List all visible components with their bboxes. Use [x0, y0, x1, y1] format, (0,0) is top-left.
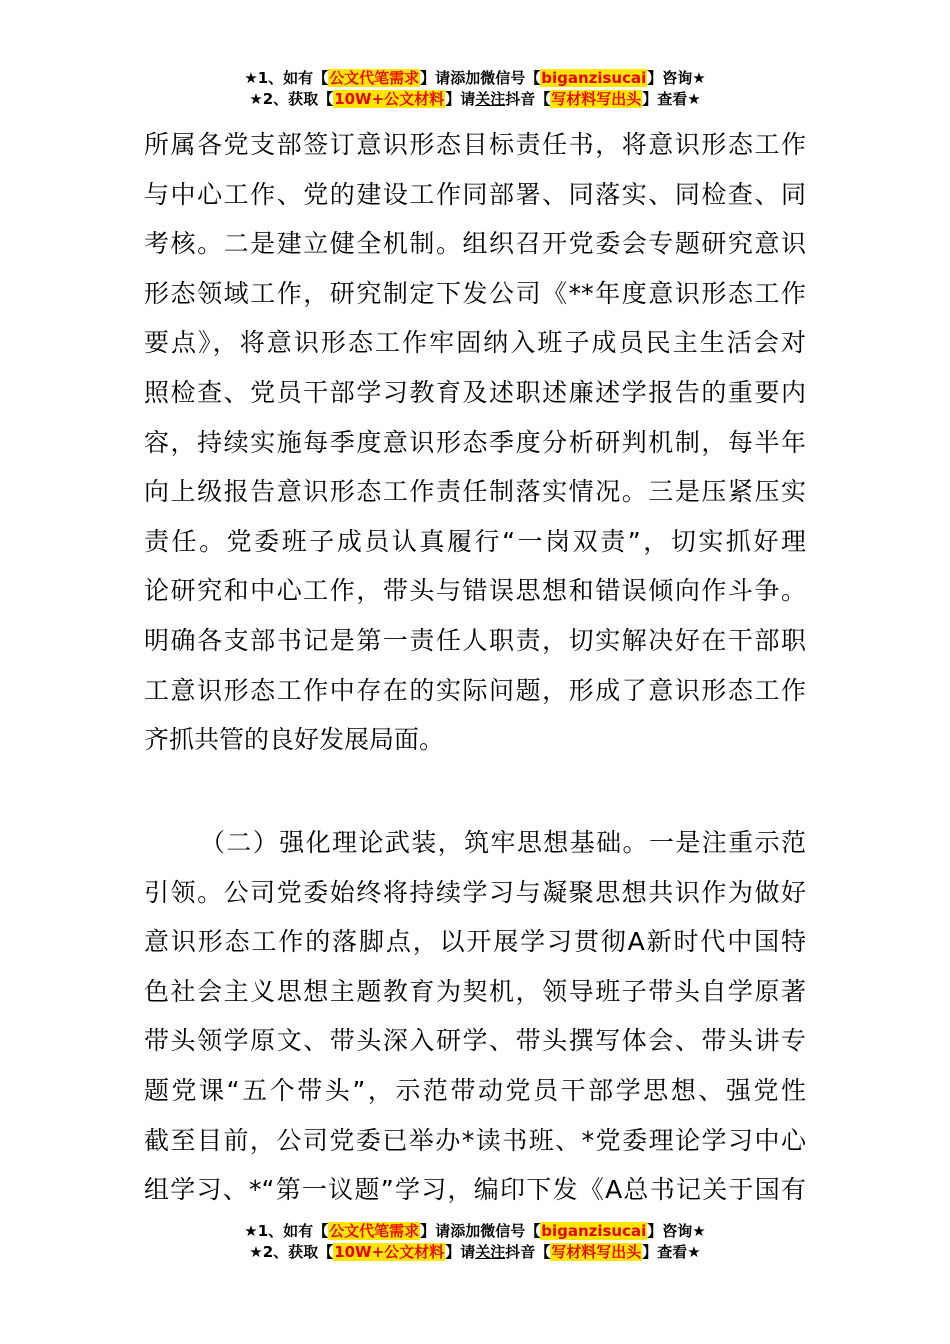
text-line: 组学习、*“第一议题”学习，编印下发《A总书记关于国有 [144, 1175, 806, 1205]
text-line: 向上级报告意识形态工作责任制落实情况。三是压紧压实 [144, 477, 806, 507]
highlight-douyin-account: 写材料写出头 [551, 1243, 642, 1261]
text-line: 容，持续实施每季度意识形态季度分析研判机制，每半年 [144, 427, 806, 457]
highlight-douyin-account: 写材料写出头 [551, 90, 642, 108]
text-line: 明确各支部书记是第一责任人职责，切实解决好在干部职 [144, 625, 806, 655]
highlight-service: 公文代笔需求 [329, 69, 420, 87]
footer-banner [0, 1221, 950, 1263]
text-line: （二）强化理论武装，筑牢思想基础。一是注重示范 [200, 828, 806, 857]
banner-line-2: ★2、获取【10W+公文材料】请关注抖音【写材料写出头】查看★ [249, 90, 701, 108]
text-line: 论研究和中心工作，带头与错误思想和错误倾向作斗争。 [144, 576, 806, 606]
text-line: 考核。二是建立健全机制。组织召开党委会专题研究意识 [144, 229, 806, 259]
text-line: 色社会主义思想主题教育为契机，领导班子带头自学原著 [144, 976, 806, 1006]
text-line: 责任。党委班子成员认真履行“一岗双责”，切实抓好理 [144, 526, 806, 556]
text-line: 意识形态工作的落脚点，以开展学习贯彻A新时代中国特 [144, 927, 806, 957]
highlight-materials: 10W+公文材料 [334, 1243, 445, 1261]
text-line: 齐抓共管的良好发展局面。 [144, 725, 445, 755]
text-line: 与中心工作、党的建设工作同部署、同落实、同检查、同 [144, 179, 806, 209]
highlight-wechat-id: biganzisucai [541, 1222, 647, 1240]
text-line: 带头领学原文、带头深入研学、带头撰写体会、带头讲专 [144, 1026, 806, 1056]
text-line: 照检查、党员干部学习教育及述职述廉述学报告的重要内 [144, 377, 806, 407]
banner-line-1: ★1、如有【公文代笔需求】请添加微信号【biganzisucai】咨询★ [244, 69, 706, 87]
text-line: 所属各党支部签订意识形态目标责任书，将意识形态工作 [144, 130, 806, 159]
text-line: 要点》，将意识形态工作牢固纳入班子成员民主生活会对 [144, 328, 806, 358]
text-line: 题党课“五个带头”，示范带动党员干部学思想、强党性 [144, 1075, 806, 1105]
text-line: 截至目前，公司党委已举办*读书班、*党委理论学习中心 [144, 1125, 806, 1155]
highlight-materials: 10W+公文材料 [334, 90, 445, 108]
paragraph-2 [144, 818, 806, 1215]
highlight-wechat-id: biganzisucai [541, 69, 647, 87]
banner-line-2: ★2、获取【10W+公文材料】请关注抖音【写材料写出头】查看★ [249, 1243, 701, 1261]
text-line: 引领。公司党委始终将持续学习与凝聚思想共识作为做好 [144, 877, 806, 907]
paragraph-1 [144, 120, 806, 765]
text-line: 形态领域工作，研究制定下发公司《**年度意识形态工作 [144, 278, 806, 308]
header-banner [0, 68, 950, 110]
banner-line-1: ★1、如有【公文代笔需求】请添加微信号【biganzisucai】咨询★ [244, 1222, 706, 1240]
text-line: 工意识形态工作中存在的实际问题，形成了意识形态工作 [144, 675, 806, 705]
highlight-service: 公文代笔需求 [329, 1222, 420, 1240]
